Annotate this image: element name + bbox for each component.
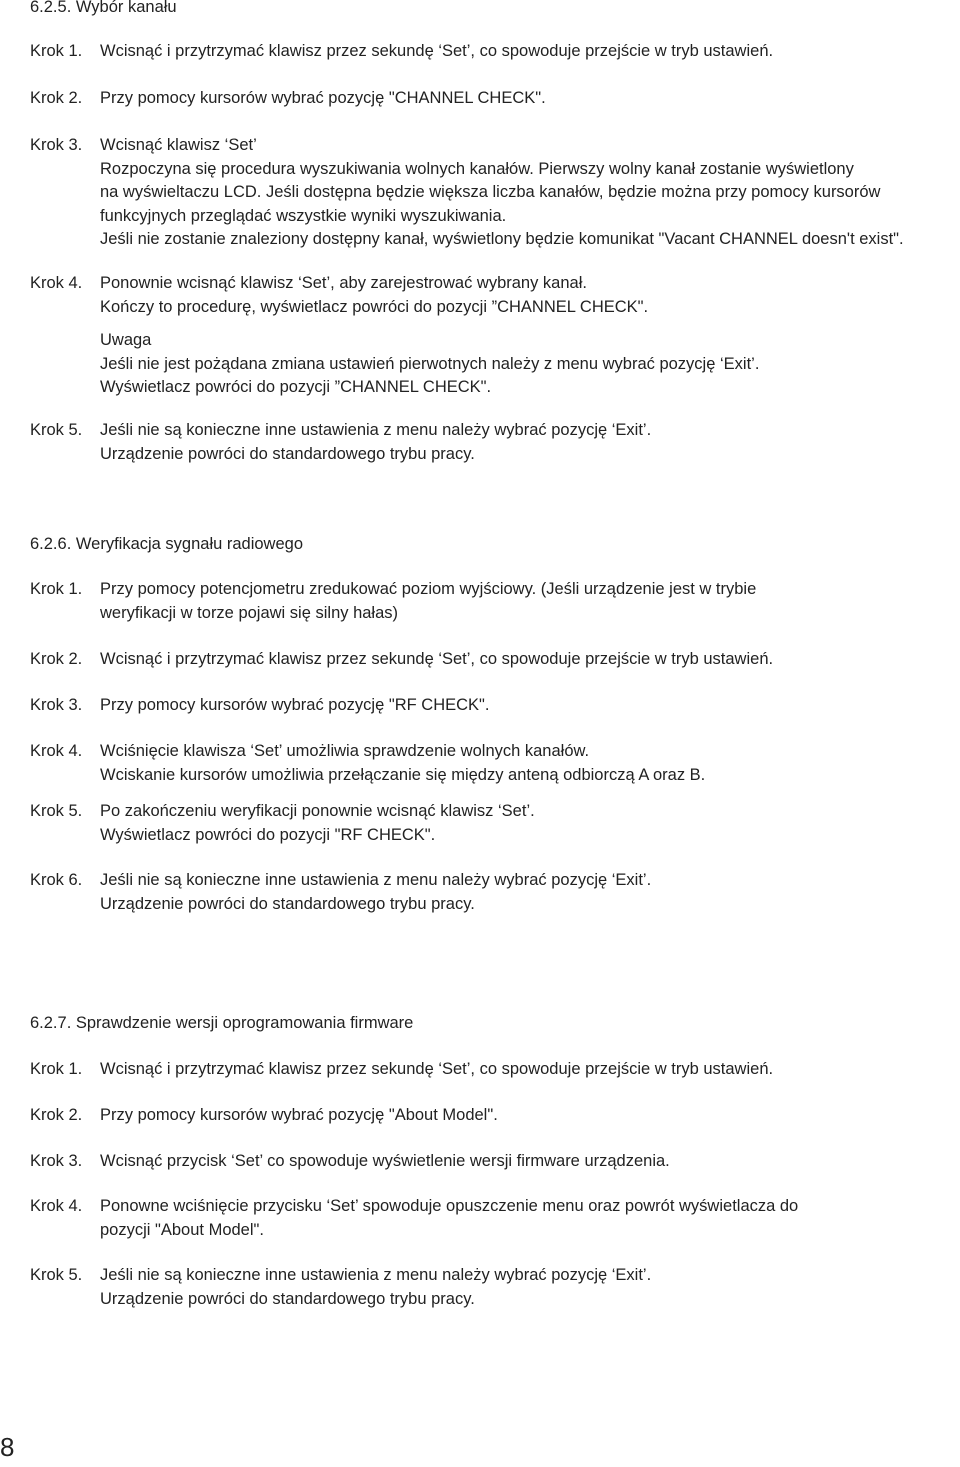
step-text [100, 134, 955, 252]
step-text-line: Przy pomocy kursorów wybrać pozycję "RF CHECK". [100, 696, 490, 714]
step-text-line: Wyświetlacz powróci do pozycji ”CHANNEL CHECK". [100, 378, 492, 396]
step-row [30, 800, 955, 847]
step-row [30, 272, 955, 319]
step-row [30, 740, 955, 787]
step-text [100, 1150, 955, 1174]
step-text [100, 740, 955, 787]
step-row [30, 1058, 955, 1082]
step-row [30, 869, 955, 916]
step-text [100, 1104, 955, 1128]
section-title: 6.2.5. Wybór kanału [30, 0, 177, 16]
step-text-line: Przy pomocy potencjometru zredukować poziom wyjściowy. (Jeśli urządzenie jest w trybie [100, 580, 757, 598]
step-number: Krok 4. [30, 274, 83, 292]
step-number: Krok 6. [30, 871, 83, 889]
step-row [30, 578, 955, 625]
step-text-line: funkcyjnych przeglądać wszystkie wyniki wyszukiwania. [100, 206, 507, 225]
step-text-line: Przy pomocy kursorów wybrać pozycję "CHANNEL CHECK". [100, 89, 546, 107]
step-text-line: Wcisnąć klawisz ‘Set’ [100, 136, 257, 154]
step-number: Krok 1. [30, 580, 83, 598]
step-row [30, 1264, 955, 1311]
step-text-line: Wyświetlacz powróci do pozycji "RF CHECK". [100, 825, 436, 844]
step-text-line: pozycji "About Model". [100, 1220, 264, 1239]
step-text-line: Jeśli nie jest pożądana zmiana ustawień pierwotnych należy z menu wybrać pozycję ‘Exit’. [100, 354, 760, 373]
step-row [30, 1150, 955, 1174]
step-number: Krok 5. [30, 802, 83, 820]
step-row [30, 419, 955, 466]
step-text-line: Wciskanie kursorów umożliwia przełączanie się między anteną odbiorczą A oraz B. [100, 765, 706, 784]
step-text-line: Jeśli nie są konieczne inne ustawienia z menu należy wybrać pozycję ‘Exit’. [100, 1266, 652, 1284]
step-row [30, 648, 955, 672]
step-row [30, 1104, 955, 1128]
section-title: 6.2.6. Weryfikacja sygnału radiowego [30, 535, 304, 553]
step-number: Krok 2. [30, 650, 83, 668]
step-text-line: Jeśli nie zostanie znaleziony dostępny kanał, wyświetlony będzie komunikat "Vacant CHANNEL doesn't exist". [100, 230, 904, 248]
step-row [30, 694, 955, 718]
step-number: Krok 5. [30, 1266, 83, 1284]
step-text-line: na wyświeltaczu LCD. Jeśli dostępna będzie większa liczba kanałów, będzie można przy pomocy kursorów [100, 183, 881, 201]
step-text-line: weryfikacji w torze pojawi się silny hałas) [100, 603, 399, 622]
step-number: Krok 1. [30, 1060, 83, 1078]
step-number: Krok 1. [30, 42, 83, 60]
step-text [100, 329, 955, 400]
step-text-line: Uwaga [100, 331, 152, 349]
step-row [30, 134, 955, 252]
step-text [100, 800, 955, 847]
step-text [100, 1264, 955, 1311]
step-number: Krok 2. [30, 1106, 83, 1124]
section-title: 6.2.7. Sprawdzenie wersji oprogramowania firmware [30, 1014, 414, 1032]
step-text-line: Urządzenie powróci do standardowego trybu pracy. [100, 894, 475, 913]
step-text-line: Wciśnięcie klawisza ‘Set’ umożliwia sprawdzenie wolnych kanałów. [100, 742, 590, 760]
step-text [100, 578, 955, 625]
step-text-line: Kończy to procedurę, wyświetlacz powróci do pozycji ”CHANNEL CHECK". [100, 297, 649, 316]
step-text-line: Rozpoczyna się procedura wyszukiwania wolnych kanałów. Pierwszy wolny kanał zostanie wyświetlony [100, 159, 854, 178]
step-text-line: Ponownie wcisnąć klawisz ‘Set’, aby zarejestrować wybrany kanał. [100, 274, 587, 292]
step-number: Krok 2. [30, 89, 83, 107]
step-text-line: Przy pomocy kursorów wybrać pozycję "About Model". [100, 1106, 498, 1124]
step-text-line: Po zakończeniu weryfikacji ponownie wcisnąć klawisz ‘Set’. [100, 802, 535, 820]
step-text-line: Wcisnąć i przytrzymać klawisz przez sekundę ‘Set’, co spowoduje przejście w tryb ustawień. [100, 650, 774, 668]
step-text-line: Wcisnąć i przytrzymać klawisz przez sekundę ‘Set’, co spowoduje przejście w tryb ustawień. [100, 1060, 774, 1078]
step-number: Krok 5. [30, 421, 83, 439]
step-number: Krok 4. [30, 742, 83, 760]
step-text [100, 40, 955, 64]
step-text [100, 87, 955, 111]
step-text [100, 694, 955, 718]
step-row [30, 40, 955, 64]
step-text [100, 272, 955, 319]
step-row [30, 87, 955, 111]
step-number: Krok 3. [30, 136, 83, 154]
step-text [100, 1195, 955, 1242]
step-text [100, 1058, 955, 1082]
step-number: Krok 3. [30, 1152, 83, 1170]
step-text-line: Wcisnąć i przytrzymać klawisz przez sekundę ‘Set’, co spowoduje przejście w tryb ustawień. [100, 42, 774, 60]
page-number: 8 [0, 1432, 15, 1462]
step-text-line: Urządzenie powróci do standardowego trybu pracy. [100, 444, 475, 463]
step-text [100, 648, 955, 672]
step-text-line: Jeśli nie są konieczne inne ustawienia z menu należy wybrać pozycję ‘Exit’. [100, 871, 652, 889]
step-number: Krok 3. [30, 696, 83, 714]
step-text-line: Ponowne wciśnięcie przycisku ‘Set’ spowoduje opuszczenie menu oraz powrót wyświetlacza do [100, 1197, 799, 1215]
note-block [30, 329, 955, 400]
step-text-line: Jeśli nie są konieczne inne ustawienia z menu należy wybrać pozycję ‘Exit’. [100, 421, 652, 439]
step-number: Krok 4. [30, 1197, 83, 1215]
step-text [100, 419, 955, 466]
step-text-line: Urządzenie powróci do standardowego trybu pracy. [100, 1289, 475, 1308]
step-text-line: Wcisnąć przycisk ‘Set’ co spowoduje wyświetlenie wersji firmware urządzenia. [100, 1152, 670, 1170]
step-row [30, 1195, 955, 1242]
step-text [100, 869, 955, 916]
